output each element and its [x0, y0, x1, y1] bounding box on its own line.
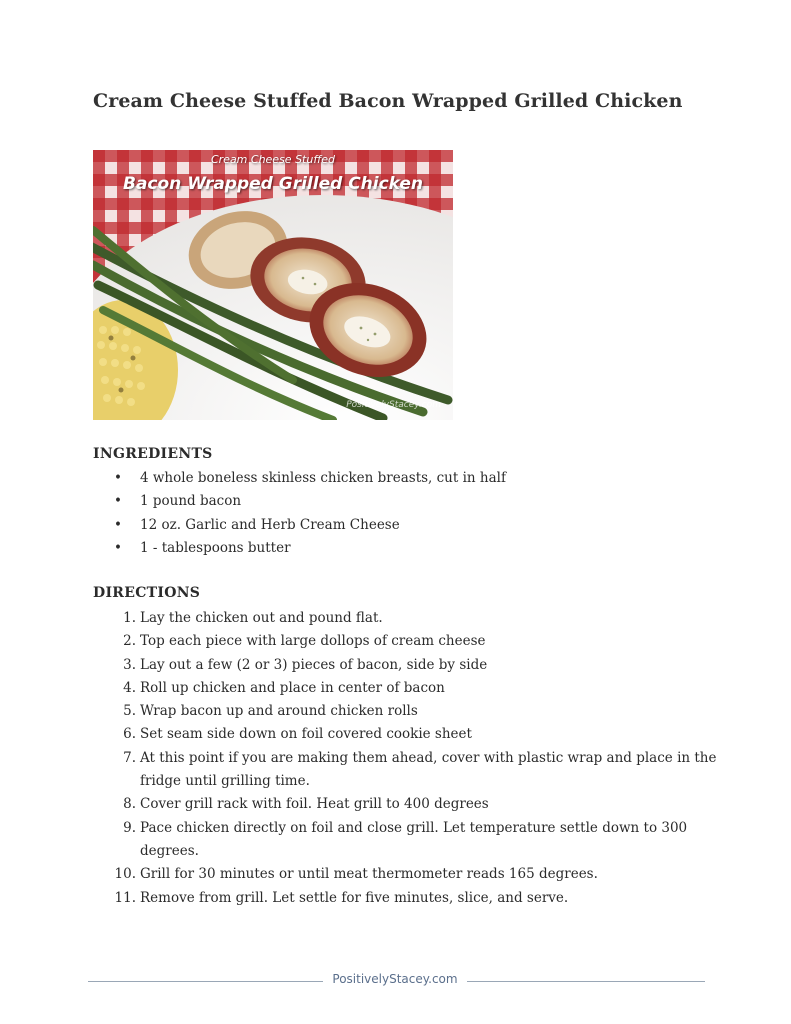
list-item	[93, 793, 740, 816]
footer-rule-left	[88, 981, 323, 982]
list-item	[93, 514, 740, 537]
directions-list	[93, 607, 740, 910]
ingredients-list	[93, 467, 740, 560]
footer-link[interactable]: PositivelyStacey.com	[332, 972, 458, 986]
recipe-photo	[93, 150, 453, 420]
step-text: Grill for 30 minutes or until meat thermometer reads 165 degrees.	[140, 866, 598, 883]
step-number: 11.	[114, 889, 136, 906]
directions-heading: DIRECTIONS	[93, 585, 201, 601]
list-item	[93, 630, 740, 653]
list-item	[93, 817, 740, 864]
step-number: 1.	[123, 610, 136, 626]
step-number: 5.	[123, 703, 136, 720]
step-text: Pace chicken directly on foil and close grill. Let temperature settle down to 300 degrees.	[140, 819, 688, 859]
step-number: 3.	[123, 656, 136, 673]
bullet-marker: •	[114, 470, 122, 486]
ingredients-heading: INGREDIENTS	[93, 446, 213, 462]
step-text: Lay out a few (2 or 3) pieces of bacon, side by side	[140, 656, 488, 673]
step-text: Roll up chicken and place in center of bacon	[140, 679, 445, 696]
ingredient-text: 1 pound bacon	[140, 493, 242, 510]
list-item	[93, 700, 740, 723]
photo-caption-top: Cream Cheese Stuffed	[210, 153, 336, 166]
step-text: Top each piece with large dollops of cream cheese	[140, 633, 486, 650]
step-number: 7.	[123, 749, 136, 766]
ingredient-text: 1 - tablespoons butter	[140, 539, 291, 556]
step-number: 6.	[123, 726, 136, 743]
step-text: Remove from grill. Let settle for five minutes, slice, and serve.	[140, 889, 569, 906]
step-number: 9.	[123, 819, 136, 836]
recipe-title: Cream Cheese Stuffed Bacon Wrapped Grilled Chicken	[93, 90, 683, 112]
list-item	[93, 654, 740, 677]
step-text: At this point if you are making them ahead, cover with plastic wrap and place in the fridge until grilling time.	[140, 749, 717, 790]
ingredient-text: 12 oz. Garlic and Herb Cream Cheese	[140, 516, 400, 533]
list-item	[93, 537, 740, 560]
list-item	[93, 863, 740, 886]
step-number: 8.	[123, 796, 136, 813]
bullet-marker: •	[114, 539, 122, 556]
step-text: Lay the chicken out and pound flat.	[140, 610, 383, 626]
step-text: Cover grill rack with foil. Heat grill to 400 degrees	[140, 796, 489, 813]
photo-watermark: PositivelyStacey.com	[346, 400, 441, 410]
step-text: Set seam side down on foil covered cookie sheet	[140, 726, 472, 743]
step-number: 2.	[123, 633, 136, 650]
bullet-marker: •	[114, 516, 122, 533]
ingredient-text: 4 whole boneless skinless chicken breasts, cut in half	[140, 470, 506, 486]
list-item	[93, 677, 740, 700]
photo-caption-main: Bacon Wrapped Grilled Chicken	[122, 174, 424, 194]
footer-rule-right	[467, 981, 705, 982]
step-text: Wrap bacon up and around chicken rolls	[140, 703, 418, 720]
bullet-marker: •	[114, 493, 122, 510]
list-item	[93, 887, 740, 910]
step-number: 10.	[114, 866, 136, 883]
list-item	[93, 490, 740, 513]
list-item	[93, 723, 740, 746]
list-item	[93, 467, 740, 490]
step-number: 4.	[123, 679, 136, 696]
list-item	[93, 747, 740, 794]
list-item	[93, 607, 740, 630]
